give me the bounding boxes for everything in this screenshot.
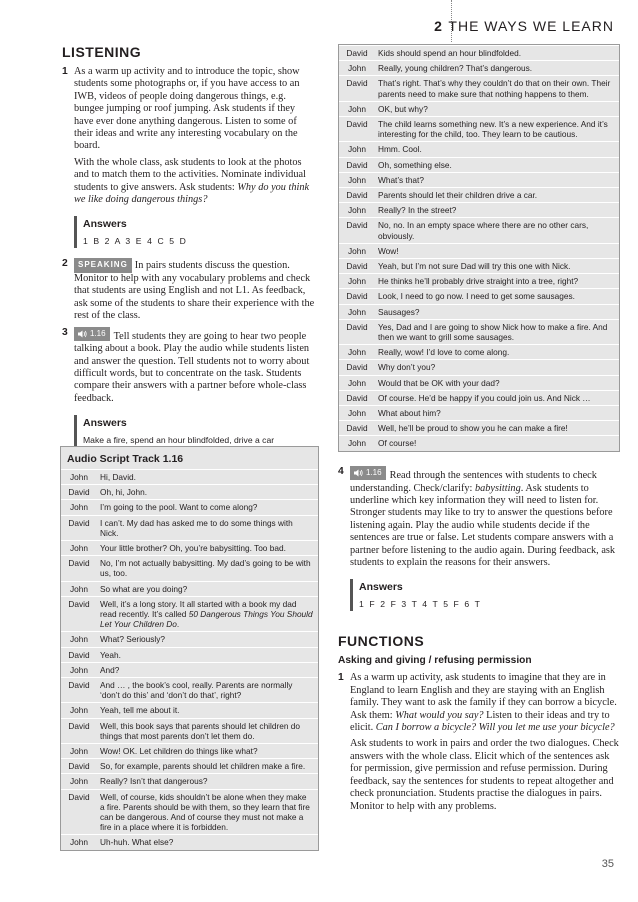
speaker-name: David bbox=[61, 718, 97, 743]
listening-item-3 bbox=[62, 327, 317, 410]
script-line bbox=[339, 101, 619, 116]
script-line bbox=[61, 515, 318, 540]
speaker-name: John bbox=[61, 541, 97, 556]
script-line bbox=[61, 744, 318, 759]
speaker-name: David bbox=[61, 485, 97, 500]
script-line bbox=[339, 345, 619, 360]
chapter-header bbox=[434, 18, 614, 34]
line-text: Well, this book says that parents should let children do things that most parents don’t let them do. bbox=[97, 718, 318, 743]
line-text: So, for example, parents should let children make a fire. bbox=[97, 759, 318, 774]
script-line bbox=[339, 188, 619, 203]
audio-script-table bbox=[61, 469, 318, 850]
item-paragraph: As a warm up activity, ask students to imagine that they are in England to learn English and they are staying with an English family. They want to ask the family if they can borrow a bicycle. Ask them: What would you say? Listen to their ideas and try to elicit. Can I borrow a bicycle? Will you let me use your bicycle? bbox=[350, 672, 617, 734]
speaker-name: John bbox=[61, 662, 97, 677]
speaker-name: John bbox=[339, 304, 375, 319]
line-text: What? Seriously? bbox=[97, 632, 318, 647]
audio-script-title: Audio Script Track 1.16 bbox=[67, 453, 184, 465]
line-text: And … , the book’s cool, really. Parents are normally ‘don’t do this’ and ‘don’t do that’, right? bbox=[97, 678, 318, 703]
speaker-name: David bbox=[339, 259, 375, 274]
item-paragraph: 1.16 Read through the sentences with students to check understanding. Check/clarify: babysitting. Ask students to underline which key information they will need to listen for. Stronger students may like to try to answer the questions before listening again. Play the audio while students decide if the sentences are true or false. Let students compare answers with a partner before listening to the audio again. During feedback, ask students to explain the reasons for their answers. bbox=[350, 468, 616, 569]
speaker-name: John bbox=[61, 703, 97, 718]
speaker-name: John bbox=[61, 744, 97, 759]
line-text: Well, of course, kids shouldn’t be alone when they make a fire. Parents should be with them, so they learn that fire can be dangerous. And of course they must not make a fire in a place where it is forbidden. bbox=[97, 789, 318, 835]
script-line bbox=[339, 218, 619, 243]
speaker-name: David bbox=[61, 759, 97, 774]
line-text: Oh, something else. bbox=[375, 157, 619, 172]
speaker-name: John bbox=[61, 835, 97, 850]
script-line bbox=[339, 142, 619, 157]
answers-text: Make a fire, spend an hour blindfolded, drive a car bbox=[83, 435, 275, 446]
line-text: Why don’t you? bbox=[375, 360, 619, 375]
speaker-name: John bbox=[61, 581, 97, 596]
speaker-name: David bbox=[339, 360, 375, 375]
script-line bbox=[339, 360, 619, 375]
item-paragraph: As a warm up activity and to introduce the topic, show students some photographs or, if you have access to an IWB, videos of people doing dangerous things, e.g. bungee jumping or roof jumping. Ask students if they have ever done anything dangerous. Listen to some of their ideas and write any interesting vocabulary on the board. bbox=[74, 66, 300, 152]
item-number: 1 bbox=[62, 66, 68, 77]
question-text: Why do you think we like doing dangerous things? bbox=[74, 181, 310, 206]
line-text: Wow! OK. Let children do things like what? bbox=[97, 744, 318, 759]
script-line bbox=[61, 835, 318, 850]
speaker-name: John bbox=[339, 101, 375, 116]
speaking-badge: SPEAKING bbox=[74, 258, 132, 272]
speaker-name: John bbox=[339, 375, 375, 390]
line-text: Well, it’s a long story. It all started with a book my dad read recently. It’s called 50 Dangerous Things You Should Let Your Children Do. bbox=[97, 596, 318, 632]
line-text: Your little brother? Oh, you’re babysitting. Too bad. bbox=[97, 541, 318, 556]
right-column bbox=[338, 466, 620, 817]
script-line bbox=[339, 46, 619, 61]
script-line bbox=[61, 632, 318, 647]
speaker-name: John bbox=[339, 61, 375, 76]
line-text: Yeah, but I’m not sure Dad will try this one with Nick. bbox=[375, 259, 619, 274]
line-text: Really? Isn’t that dangerous? bbox=[97, 774, 318, 789]
script-line bbox=[339, 375, 619, 390]
script-line bbox=[339, 117, 619, 142]
line-text: Look, I need to go now. I need to get some sausages. bbox=[375, 289, 619, 304]
script-line bbox=[61, 774, 318, 789]
speaker-name: David bbox=[61, 678, 97, 703]
script-line bbox=[339, 274, 619, 289]
line-text: Hi, David. bbox=[97, 470, 318, 485]
functions-heading: FUNCTIONS bbox=[338, 633, 425, 650]
script-line bbox=[339, 289, 619, 304]
speaker-name: John bbox=[339, 274, 375, 289]
listening-item-1 bbox=[62, 66, 317, 210]
speaker-name: David bbox=[61, 515, 97, 540]
script-line bbox=[61, 759, 318, 774]
audio-track-badge[interactable]: 1.16 bbox=[74, 327, 110, 341]
line-text: Of course. He’d be happy if you could join us. And Nick … bbox=[375, 390, 619, 405]
script-line bbox=[61, 485, 318, 500]
script-line bbox=[339, 390, 619, 405]
line-text: Really, young children? That’s dangerous. bbox=[375, 61, 619, 76]
line-text: I can’t. My dad has asked me to do some things with Nick. bbox=[97, 515, 318, 540]
speaker-name: David bbox=[339, 46, 375, 61]
speaker-name: David bbox=[339, 319, 375, 344]
item-paragraph: SPEAKING In pairs students discuss the question. Monitor to help with any vocabulary problems and check that students are using English and not L1. As feedback, ask some of the students to share their experience with the rest of the class. bbox=[74, 260, 315, 322]
script-line bbox=[61, 678, 318, 703]
chapter-title: THE WAYS WE LEARN bbox=[448, 18, 614, 34]
script-line bbox=[61, 581, 318, 596]
functions-subheading: Asking and giving / refusing permission bbox=[338, 655, 532, 667]
speaker-name: John bbox=[339, 142, 375, 157]
speaker-name: John bbox=[339, 172, 375, 187]
script-line bbox=[339, 304, 619, 319]
script-line bbox=[339, 259, 619, 274]
listening-item-4 bbox=[338, 466, 620, 573]
line-text: Kids should spend an hour blindfolded. bbox=[375, 46, 619, 61]
speaker-name: John bbox=[339, 203, 375, 218]
script-line bbox=[61, 556, 318, 581]
script-line bbox=[61, 541, 318, 556]
speaker-name: David bbox=[339, 188, 375, 203]
line-text: What’s that? bbox=[375, 172, 619, 187]
script-line bbox=[339, 61, 619, 76]
speaker-name: John bbox=[339, 406, 375, 421]
script-line bbox=[339, 243, 619, 258]
script-line bbox=[61, 789, 318, 835]
speaker-name: John bbox=[61, 500, 97, 515]
answers-box bbox=[350, 579, 620, 611]
listening-item-2 bbox=[62, 258, 317, 326]
script-line bbox=[61, 470, 318, 485]
left-column bbox=[62, 44, 317, 457]
functions-item-1 bbox=[338, 672, 620, 816]
script-line bbox=[61, 718, 318, 743]
line-text: Yeah, tell me about it. bbox=[97, 703, 318, 718]
page-number: 35 bbox=[601, 858, 614, 870]
line-text: Hmm. Cool. bbox=[375, 142, 619, 157]
line-text: No, I’m not actually babysitting. My dad’s going to be with us, too. bbox=[97, 556, 318, 581]
script-line bbox=[339, 421, 619, 436]
item-paragraph: With the whole class, ask students to look at the photos and to match them to the activities. Nominate individual students to give answers. Ask students: Why do you think we like doing dangerous things? bbox=[74, 156, 310, 206]
line-text: Uh-huh. What else? bbox=[97, 835, 318, 850]
answers-box bbox=[74, 415, 317, 447]
answers-label: Answers bbox=[359, 581, 403, 594]
speaker-name: John bbox=[61, 774, 97, 789]
line-text: OK, but why? bbox=[375, 101, 619, 116]
speaker-name: David bbox=[339, 421, 375, 436]
script-line bbox=[61, 647, 318, 662]
script-line bbox=[339, 319, 619, 344]
listening-heading: LISTENING bbox=[62, 44, 142, 60]
script-line bbox=[339, 406, 619, 421]
script-line bbox=[61, 703, 318, 718]
line-text: Wow! bbox=[375, 243, 619, 258]
speaker-name: John bbox=[339, 243, 375, 258]
line-text: And? bbox=[97, 662, 318, 677]
speaker-name: David bbox=[339, 117, 375, 142]
answers-box bbox=[74, 216, 317, 248]
line-text: No, no. In an empty space where there are no other cars, obviously. bbox=[375, 218, 619, 243]
speaker-name: David bbox=[339, 218, 375, 243]
line-text: So what are you doing? bbox=[97, 581, 318, 596]
speaker-name: David bbox=[339, 390, 375, 405]
line-text: The child learns something new. It’s a new experience. And it’s interesting for the child, too. They learn to be cautious. bbox=[375, 117, 619, 142]
script-line bbox=[339, 203, 619, 218]
script-line bbox=[339, 436, 619, 451]
line-text: Sausages? bbox=[375, 304, 619, 319]
speaker-name: David bbox=[61, 789, 97, 835]
speaker-icon bbox=[78, 330, 87, 338]
line-text: Parents should let their children drive a car. bbox=[375, 188, 619, 203]
line-text: Would that be OK with your dad? bbox=[375, 375, 619, 390]
audio-track-badge[interactable]: 1.16 bbox=[350, 466, 386, 480]
item-number: 3 bbox=[62, 326, 68, 338]
script-line bbox=[339, 76, 619, 101]
speaker-name: John bbox=[61, 632, 97, 647]
answers-label: Answers bbox=[83, 218, 127, 231]
line-text: What about him? bbox=[375, 406, 619, 421]
line-text: I’m going to the pool. Want to come along? bbox=[97, 500, 318, 515]
item-number: 2 bbox=[62, 258, 68, 270]
line-text: That’s right. That’s why they couldn’t do that on their own. Their parents need to make sure that nothing happens to them. bbox=[375, 76, 619, 101]
speaker-name: David bbox=[339, 157, 375, 172]
speaker-name: John bbox=[339, 436, 375, 451]
audio-script-table bbox=[339, 45, 619, 451]
speaker-name: David bbox=[339, 76, 375, 101]
answers-text: 1 B 2 A 3 E 4 C 5 D bbox=[83, 236, 188, 247]
line-text: Really? In the street? bbox=[375, 203, 619, 218]
speaker-name: John bbox=[61, 470, 97, 485]
script-line bbox=[61, 500, 318, 515]
speaker-name: David bbox=[339, 289, 375, 304]
line-text: Of course! bbox=[375, 436, 619, 451]
line-text: Really, wow! I’d love to come along. bbox=[375, 345, 619, 360]
line-text: Yeah. bbox=[97, 647, 318, 662]
audio-script-continued bbox=[338, 44, 620, 452]
audio-script-box bbox=[60, 446, 319, 851]
line-text: Well, he’ll be proud to show you he can make a fire! bbox=[375, 421, 619, 436]
speaker-name: David bbox=[61, 647, 97, 662]
speaker-name: David bbox=[61, 596, 97, 632]
speaker-name: John bbox=[339, 345, 375, 360]
line-text: Oh, hi, John. bbox=[97, 485, 318, 500]
speaker-icon bbox=[354, 469, 363, 477]
item-number: 1 bbox=[338, 672, 344, 684]
item-paragraph: Ask students to work in pairs and order the two dialogues. Check answers with the whole class. Elicit which of the sentences ask for permission, give permission and refuse permission. During feedback, say the sentences for students to repeat altogether and check pronunciation. Students practise the dialogues in pairs. Monitor to help with any problems. bbox=[350, 738, 619, 812]
chapter-number: 2 bbox=[434, 18, 443, 34]
answers-text: 1 F 2 F 3 T 4 T 5 F 6 T bbox=[359, 599, 482, 610]
script-line bbox=[61, 662, 318, 677]
line-text: Yes, Dad and I are going to show Nick how to make a fire. And then we want to grill some sausages. bbox=[375, 319, 619, 344]
item-number: 4 bbox=[338, 466, 344, 477]
item-paragraph: 1.16 Tell students they are going to hear two people talking about a book. Play the audio while students listen and answer the question. Tell students not to worry about difficult words, but to concentrate on the task. Students compare their answers with a partner before whole-class feedback. bbox=[74, 328, 310, 404]
answers-label: Answers bbox=[83, 417, 127, 430]
script-line bbox=[339, 172, 619, 187]
speaker-name: David bbox=[61, 556, 97, 581]
script-line bbox=[339, 157, 619, 172]
script-line bbox=[61, 596, 318, 632]
line-text: He thinks he’ll probably drive straight into a tree, right? bbox=[375, 274, 619, 289]
